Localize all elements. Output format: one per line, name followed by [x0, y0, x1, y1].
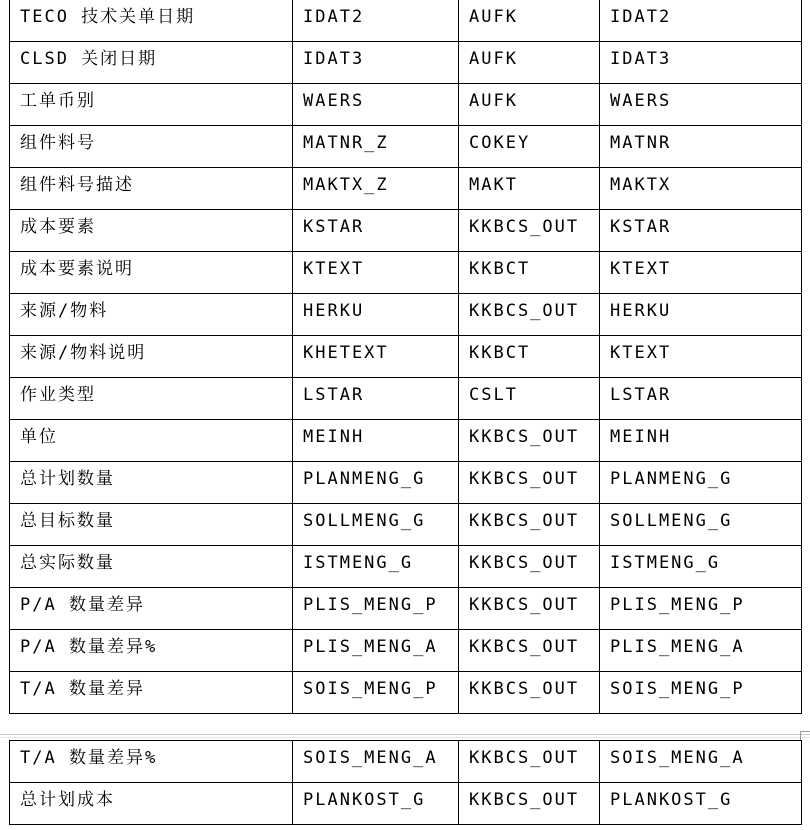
cell-text: SOIS_MENG_A	[610, 748, 745, 768]
table-cell-source-table	[459, 42, 600, 84]
table-row	[10, 630, 802, 672]
table-cell-description	[10, 336, 293, 378]
cell-text: T/A 数量差异%	[20, 748, 158, 768]
cell-text: SOIS_MENG_P	[303, 679, 438, 699]
table-cell-description	[10, 126, 293, 168]
table-cell-description	[10, 420, 293, 462]
table-cell-source-field	[600, 252, 802, 294]
table-row	[10, 252, 802, 294]
table-cell-field	[293, 294, 459, 336]
table-cell-description	[10, 168, 293, 210]
field-mapping-table-continued	[9, 740, 802, 825]
table-cell-source-field	[600, 672, 802, 714]
cell-text: KKBCS_OUT	[469, 790, 580, 810]
table-cell-description	[10, 504, 293, 546]
cell-text: KKBCS_OUT	[469, 217, 580, 237]
cell-text: PLANMENG_G	[303, 469, 426, 489]
table-cell-description	[10, 252, 293, 294]
table-cell-field	[293, 0, 459, 42]
cell-text: 组件料号	[20, 133, 96, 153]
cell-text: P/A 数量差异	[20, 595, 145, 615]
table-body	[10, 0, 802, 714]
table-cell-field	[293, 504, 459, 546]
table-cell-field	[293, 378, 459, 420]
cell-text: P/A 数量差异%	[20, 637, 158, 657]
table-cell-description	[10, 210, 293, 252]
table-cell-field	[293, 741, 459, 783]
table-cell-source-table	[459, 672, 600, 714]
cell-text: AUFK	[469, 49, 518, 69]
table-cell-source-table	[459, 588, 600, 630]
cell-text: 总计划数量	[20, 469, 115, 489]
cell-text: MAKTX	[610, 175, 672, 195]
table-cell-field	[293, 546, 459, 588]
cell-text: KKBCS_OUT	[469, 469, 580, 489]
cell-text: KTEXT	[610, 259, 672, 279]
table-cell-source-field	[600, 84, 802, 126]
cell-text: MATNR_Z	[303, 133, 389, 153]
table-cell-source-table	[459, 168, 600, 210]
table-cell-field	[293, 84, 459, 126]
table-cell-field	[293, 630, 459, 672]
table-cell-source-table	[459, 630, 600, 672]
table-cell-source-field	[600, 504, 802, 546]
table-cell-source-table	[459, 546, 600, 588]
table-cell-description	[10, 630, 293, 672]
cell-text: PLIS_MENG_P	[610, 595, 745, 615]
table-cell-field	[293, 783, 459, 825]
cell-text: 单位	[20, 427, 58, 447]
cell-text: PLIS_MENG_P	[303, 595, 438, 615]
cell-text: PLIS_MENG_A	[303, 637, 438, 657]
table-cell-source-field	[600, 42, 802, 84]
table-cell-field	[293, 42, 459, 84]
cell-text: MEINH	[610, 427, 672, 447]
cell-text: ISTMENG_G	[303, 553, 414, 573]
cell-text: KKBCS_OUT	[469, 427, 580, 447]
table-cell-description	[10, 378, 293, 420]
table-cell-source-field	[600, 588, 802, 630]
table-cell-description	[10, 462, 293, 504]
cell-text: KSTAR	[303, 217, 365, 237]
cell-text: AUFK	[469, 7, 518, 27]
table-cell-description	[10, 546, 293, 588]
table-row	[10, 210, 802, 252]
table-cell-field	[293, 126, 459, 168]
table-row	[10, 672, 802, 714]
cell-text: 成本要素说明	[20, 259, 134, 279]
table-row	[10, 126, 802, 168]
page-break-divider	[0, 734, 810, 738]
cell-text: SOLLMENG_G	[610, 511, 733, 531]
table-cell-source-field	[600, 546, 802, 588]
table-cell-source-table	[459, 84, 600, 126]
table-cell-source-table	[459, 210, 600, 252]
table-cell-source-table	[459, 294, 600, 336]
cell-text: KKBCS_OUT	[469, 748, 580, 768]
cell-text: KKBCS_OUT	[469, 511, 580, 531]
table-cell-source-table	[459, 462, 600, 504]
cell-text: WAERS	[303, 91, 365, 111]
cell-text: COKEY	[469, 133, 531, 153]
table-cell-field	[293, 336, 459, 378]
cell-text: IDAT3	[303, 49, 365, 69]
table-cell-source-table	[459, 336, 600, 378]
table-cell-field	[293, 420, 459, 462]
cell-text: IDAT3	[610, 49, 672, 69]
cell-text: KKBCT	[469, 343, 531, 363]
table-cell-source-table	[459, 378, 600, 420]
cell-text: 作业类型	[20, 385, 96, 405]
cell-text: ISTMENG_G	[610, 553, 721, 573]
cell-text: PLANKOST_G	[610, 790, 733, 810]
table-cell-source-table	[459, 783, 600, 825]
table-row	[10, 168, 802, 210]
table-cell-source-field	[600, 741, 802, 783]
table-row	[10, 84, 802, 126]
table-cell-description	[10, 84, 293, 126]
cell-text: CLSD 关闭日期	[20, 49, 158, 69]
cell-text: MAKT	[469, 175, 518, 195]
table-cell-source-table	[459, 0, 600, 42]
table-cell-source-field	[600, 336, 802, 378]
table-cell-source-field	[600, 420, 802, 462]
cell-text: HERKU	[610, 301, 672, 321]
cell-text: MAKTX_Z	[303, 175, 389, 195]
cell-text: SOIS_MENG_A	[303, 748, 438, 768]
table-row	[10, 546, 802, 588]
table-row	[10, 42, 802, 84]
cell-text: 总实际数量	[20, 553, 115, 573]
table-row	[10, 336, 802, 378]
cell-text: KKBCS_OUT	[469, 637, 580, 657]
cell-text: AUFK	[469, 91, 518, 111]
table-cell-source-field	[600, 126, 802, 168]
cell-text: TECO 技术关单日期	[20, 6, 196, 27]
cell-text: WAERS	[610, 91, 672, 111]
cell-text: MEINH	[303, 427, 365, 447]
cell-text: PLANMENG_G	[610, 469, 733, 489]
table-cell-description	[10, 588, 293, 630]
cell-text: IDAT2	[303, 7, 365, 27]
cell-text: KTEXT	[610, 343, 672, 363]
table-cell-source-field	[600, 294, 802, 336]
table-cell-source-field	[600, 210, 802, 252]
table-body	[10, 741, 802, 825]
cell-text: KKBCT	[469, 259, 531, 279]
cell-text: 总目标数量	[20, 511, 115, 531]
table-row	[10, 0, 802, 42]
cell-text: CSLT	[469, 385, 518, 405]
cell-text: MATNR	[610, 133, 672, 153]
table-cell-field	[293, 672, 459, 714]
table-cell-source-field	[600, 630, 802, 672]
field-mapping-table	[9, 0, 802, 714]
table-cell-description	[10, 294, 293, 336]
cell-text: T/A 数量差异	[20, 679, 145, 699]
cell-text: 来源/物料说明	[20, 343, 147, 363]
table-cell-source-table	[459, 504, 600, 546]
table-row	[10, 294, 802, 336]
table-cell-description	[10, 741, 293, 783]
cell-text: 组件料号描述	[20, 175, 134, 195]
cell-text: 总计划成本	[20, 790, 115, 810]
table-cell-source-table	[459, 126, 600, 168]
cell-text: KTEXT	[303, 259, 365, 279]
cell-text: KHETEXT	[303, 343, 389, 363]
cell-text: 工单币别	[20, 91, 96, 111]
cell-text: KSTAR	[610, 217, 672, 237]
cell-text: SOIS_MENG_P	[610, 679, 745, 699]
table-cell-source-field	[600, 783, 802, 825]
cell-text: IDAT2	[610, 7, 672, 27]
cell-text: KKBCS_OUT	[469, 301, 580, 321]
table-cell-field	[293, 588, 459, 630]
cell-text: KKBCS_OUT	[469, 595, 580, 615]
cell-text: PLANKOST_G	[303, 790, 426, 810]
cell-text: 成本要素	[20, 217, 96, 237]
cell-text: 来源/物料	[20, 301, 109, 321]
table-cell-description	[10, 0, 293, 42]
table-row	[10, 378, 802, 420]
table-cell-description	[10, 672, 293, 714]
table-cell-source-field	[600, 0, 802, 42]
table-cell-source-table	[459, 420, 600, 462]
table-cell-field	[293, 210, 459, 252]
table-cell-field	[293, 252, 459, 294]
table-cell-field	[293, 462, 459, 504]
table-row	[10, 783, 802, 825]
table-cell-source-field	[600, 168, 802, 210]
cell-text: LSTAR	[610, 385, 672, 405]
table-cell-source-field	[600, 378, 802, 420]
cell-text: LSTAR	[303, 385, 365, 405]
cell-text: PLIS_MENG_A	[610, 637, 745, 657]
table-cell-description	[10, 42, 293, 84]
cell-text: SOLLMENG_G	[303, 511, 426, 531]
cell-text: HERKU	[303, 301, 365, 321]
table-cell-source-field	[600, 462, 802, 504]
cell-text: KKBCS_OUT	[469, 679, 580, 699]
table-cell-field	[293, 168, 459, 210]
table-cell-source-table	[459, 252, 600, 294]
table-row	[10, 420, 802, 462]
cell-text: KKBCS_OUT	[469, 553, 580, 573]
table-row	[10, 504, 802, 546]
table-cell-description	[10, 783, 293, 825]
table-row	[10, 462, 802, 504]
table-row	[10, 741, 802, 783]
table-row	[10, 588, 802, 630]
table-cell-source-table	[459, 741, 600, 783]
